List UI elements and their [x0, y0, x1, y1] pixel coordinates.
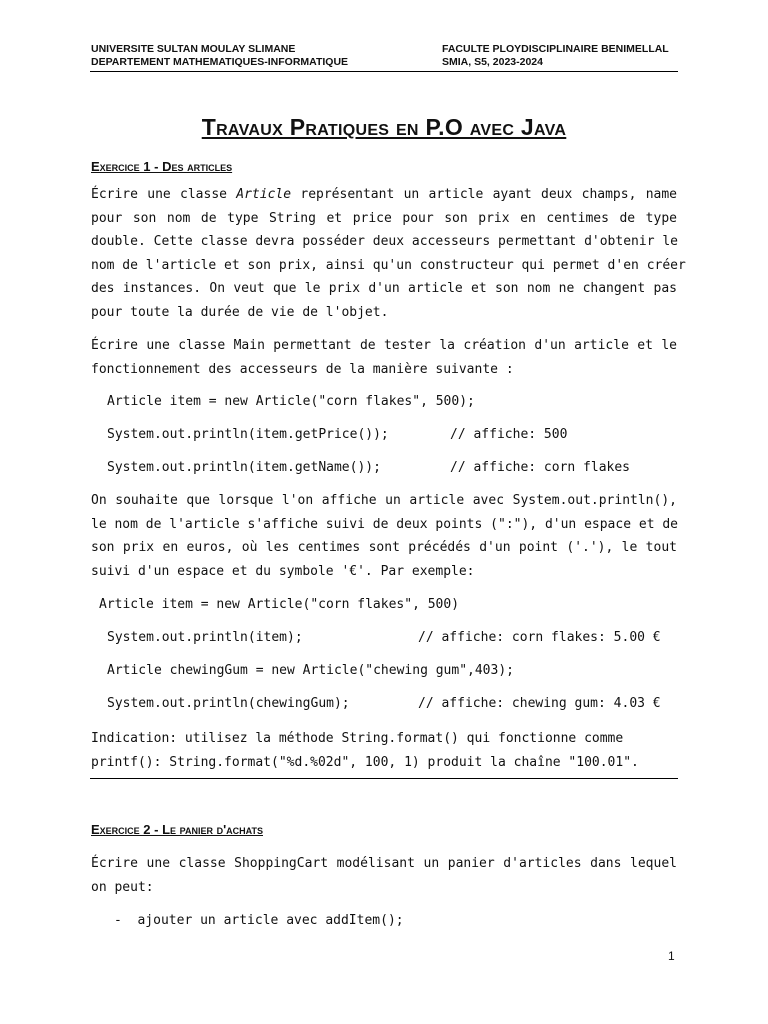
code-line: System.out.println(item.getPrice()); // affiche: 500 — [107, 427, 568, 442]
paragraph-line: Indication: utilisez la méthode String.format() qui fonctionne comme — [91, 731, 624, 746]
paragraph-line: des instances. On veut que le prix d'un article et son nom ne changent pas — [91, 281, 677, 297]
exercise1-title: Exercice 1 - Des articles — [91, 159, 233, 174]
paragraph-line: pour son nom de type String et price pour son prix en centimes de type — [91, 210, 677, 226]
code-comment: // affiche: chewing gum: 4.03 € — [418, 696, 661, 711]
program-info: SMIA, S5, 2023-2024 — [442, 56, 543, 68]
paragraph-line: Écrire une classe Article représentant un article ayant deux champs, name — [91, 187, 677, 202]
list-bullet: - — [114, 913, 122, 928]
paragraph-line: printf(): String.format("%d.%02d", 100, 1) produit la chaîne "100.01". — [91, 754, 639, 770]
exercise1-paragraph-1 — [91, 183, 686, 325]
page-number: 1 — [668, 949, 675, 963]
paragraph-line: Écrire une classe ShoppingCart modélisant un panier d'articles dans lequel — [91, 856, 677, 871]
header-right — [442, 43, 669, 69]
paragraph-line: fonctionnement des accesseurs de la manière suivante : — [91, 361, 514, 377]
exercise2-title: Exercice 2 - Le panier d'achats — [91, 822, 263, 837]
paragraph-line: On souhaite que lorsque l'on affiche un article avec System.out.println(), — [91, 493, 677, 508]
paragraph-line: pour toute la durée de vie de l'objet. — [91, 304, 389, 320]
paragraph-line: on peut: — [91, 879, 154, 895]
list-item — [114, 913, 404, 928]
code-line: System.out.println(item.getName()); // affiche: corn flakes — [107, 460, 631, 475]
page-header — [90, 43, 678, 72]
document-title: Travaux Pratiques en P.O avec Java — [201, 114, 567, 140]
code-comment: // affiche: corn flakes: 5.00 € — [418, 630, 661, 645]
exercise2-paragraph-1 — [91, 852, 677, 899]
paragraph-line: double. Cette classe devra posséder deux accesseurs permettant d'obtenir le — [91, 234, 678, 250]
paragraph-line: son prix en euros, où les centimes sont précédés d'un point ('.'), le tout — [91, 540, 677, 556]
exercise1-indication — [91, 727, 677, 774]
code-line: Article item = new Article("corn flakes", 500); — [107, 394, 475, 409]
class-name-article: Article — [236, 187, 292, 202]
code-comment: // affiche: corn flakes — [450, 460, 631, 475]
paragraph-line: Écrire une classe Main permettant de tester la création d'un article et le — [91, 338, 677, 353]
header-left — [91, 43, 348, 69]
list-item-text: ajouter un article avec addItem(); — [137, 913, 404, 928]
exercise1-paragraph-2 — [91, 334, 677, 381]
exercise1-paragraph-3 — [91, 489, 677, 583]
department-name: DEPARTEMENT MATHEMATIQUES-INFORMATIQUE — [91, 56, 349, 68]
code-line: System.out.println(chewingGum); // affiche: chewing gum: 4.03 € — [107, 696, 661, 711]
code-line: Article chewingGum = new Article("chewing gum",403); — [107, 663, 514, 678]
code-line: System.out.println(item); // affiche: corn flakes: 5.00 € — [107, 630, 661, 645]
paragraph-line: le nom de l'article s'affiche suivi de deux points (":"), d'un espace et de — [91, 516, 678, 532]
paragraph-line: nom de l'article et son prix, ainsi qu'un constructeur qui permet d'en créer — [91, 257, 686, 273]
code-comment: // affiche: 500 — [450, 427, 568, 442]
university-name: UNIVERSITE SULTAN MOULAY SLIMANE — [91, 43, 296, 55]
code-line: Article item = new Article("corn flakes", 500) — [99, 597, 460, 612]
paragraph-line: suivi d'un espace et du symbole '€'. Par exemple: — [91, 563, 475, 579]
faculty-name: FACULTE PLOYDISCIPLINAIRE BENIMELLAL — [442, 43, 669, 55]
section-divider — [90, 778, 678, 779]
